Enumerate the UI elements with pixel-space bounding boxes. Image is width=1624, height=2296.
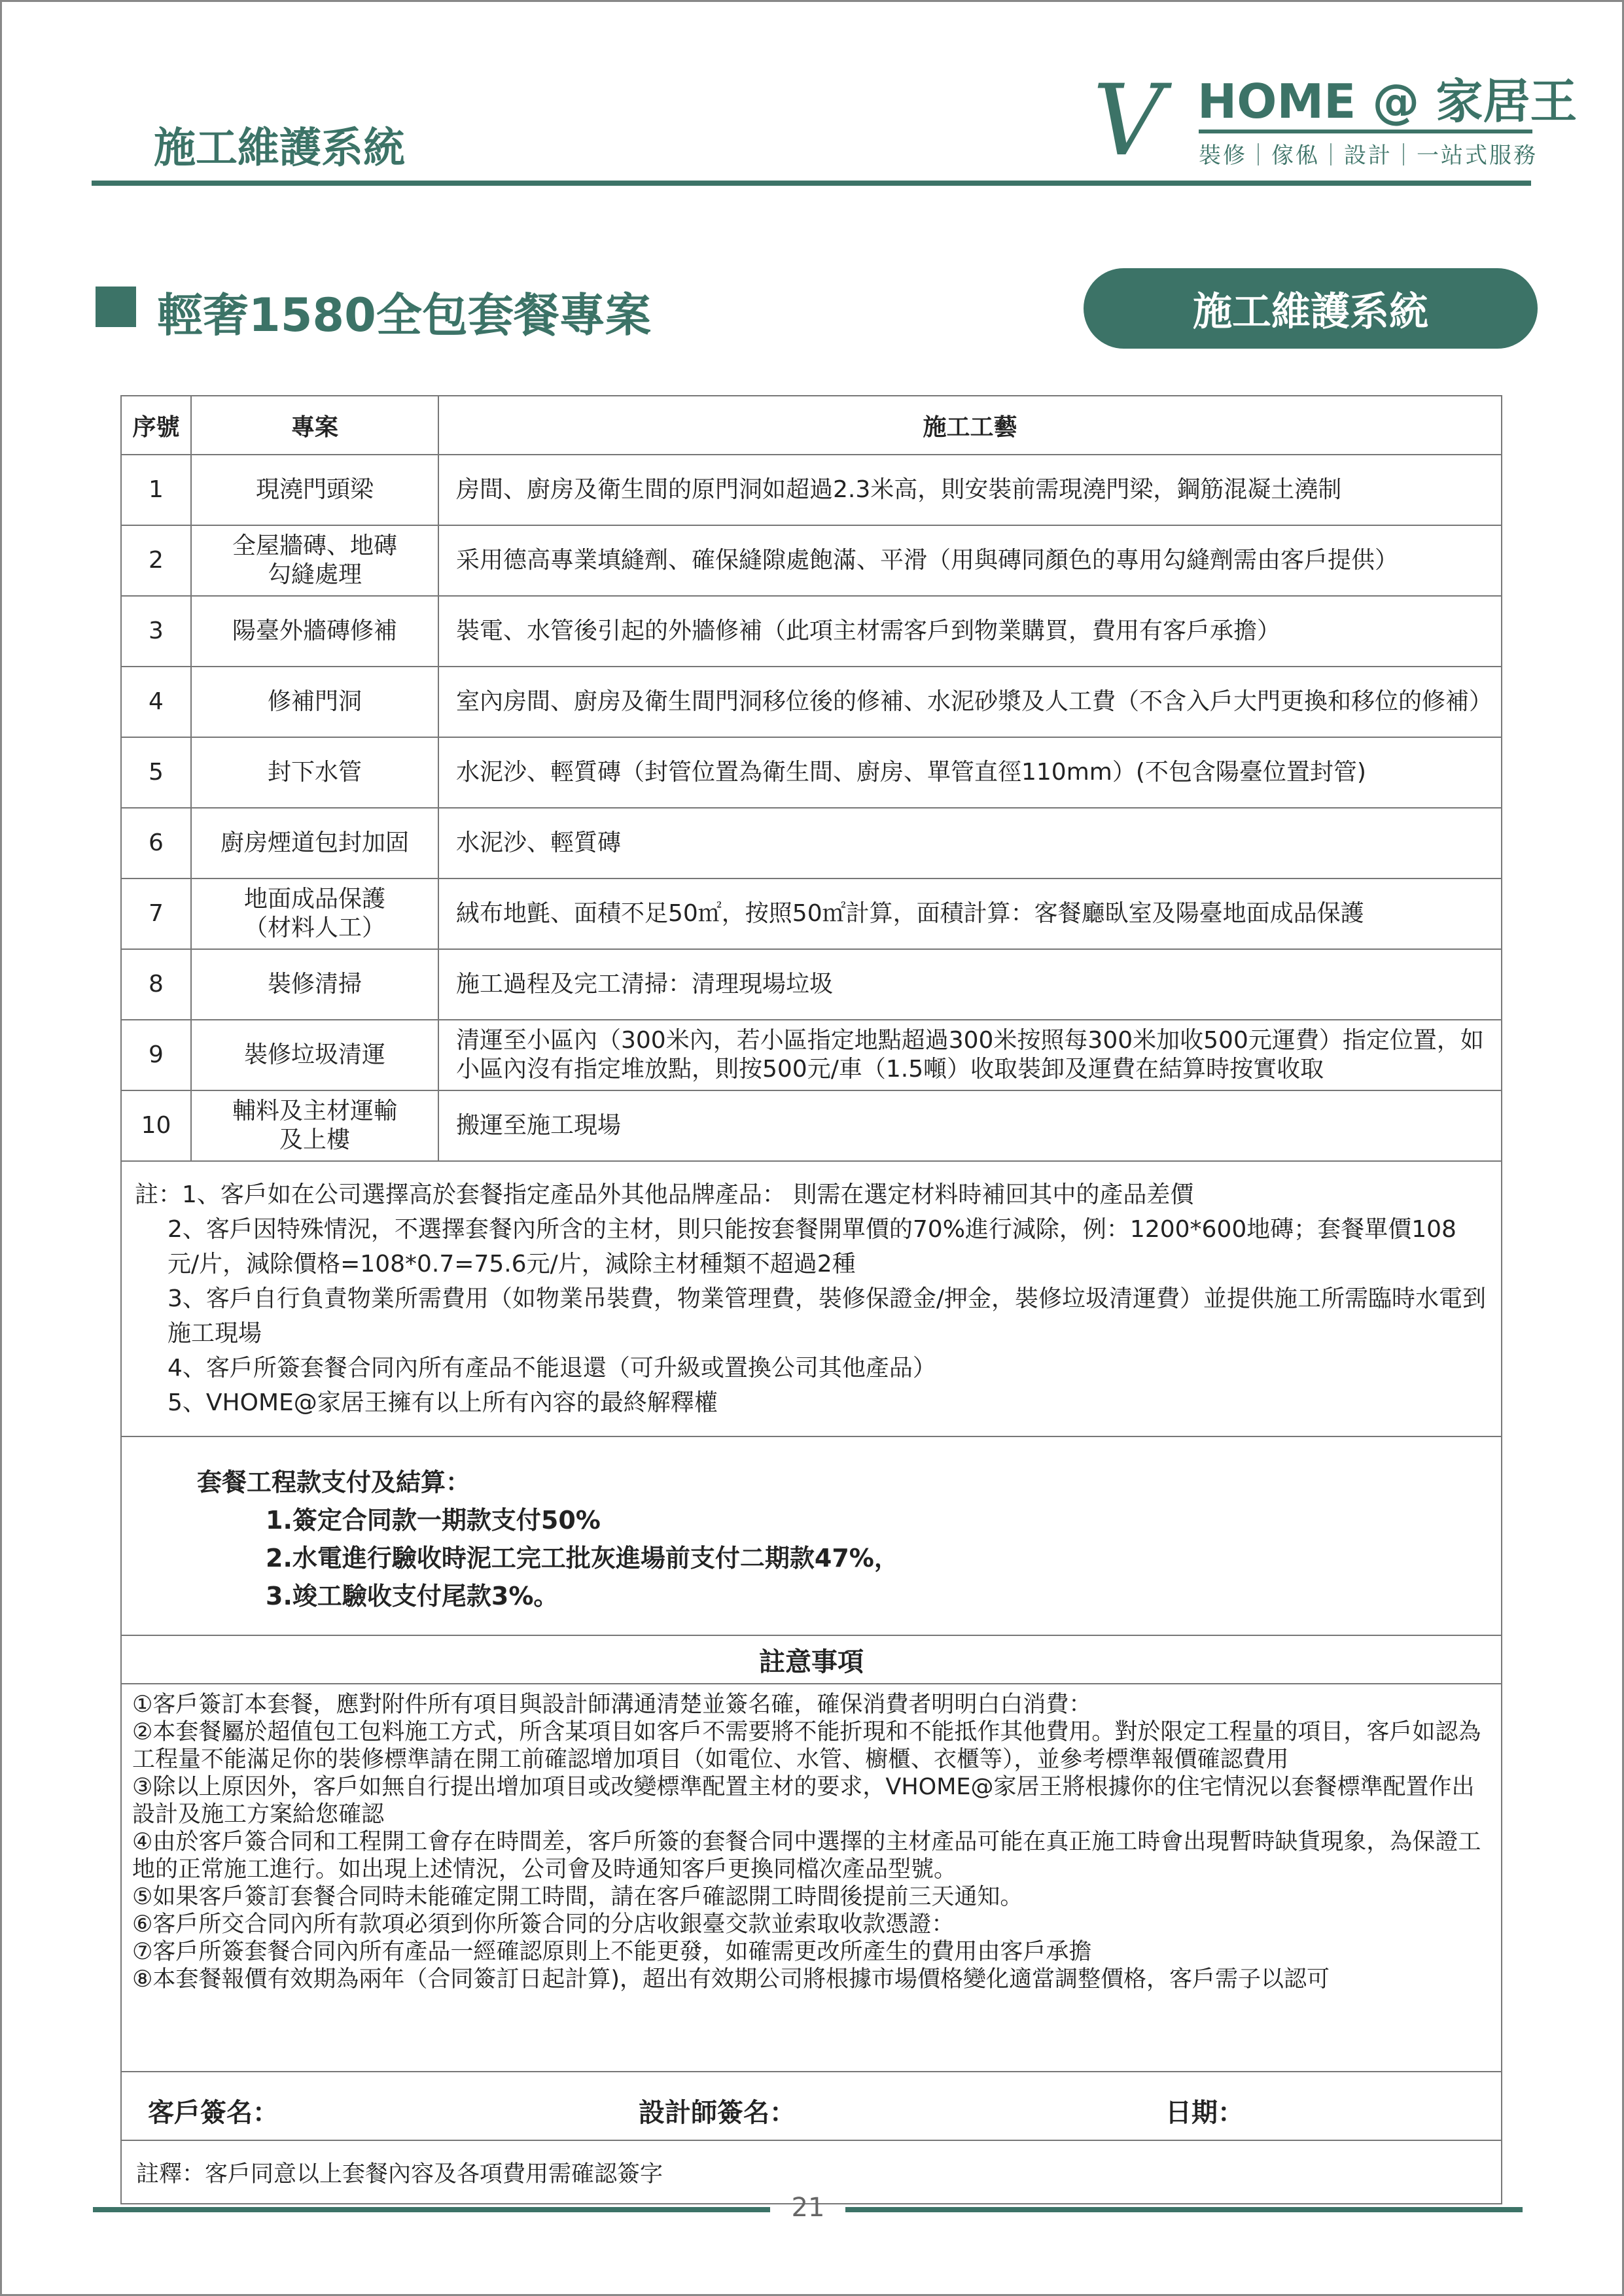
table-row	[121, 949, 1502, 1020]
attention-item: ③除以上原因外，客戶如無自行提出增加項目或改變標準配置主材的要求，VHOME@家居王將根據你的住宅情況以套餐標準配置作出設計及施工方案給您確認	[132, 1774, 1475, 1828]
col-no: 序號	[121, 396, 191, 455]
row-desc: 搬運至施工現場	[438, 1090, 1502, 1161]
header-rule	[92, 181, 1531, 186]
col-item: 專案	[191, 396, 438, 455]
attention-item: ①客戶簽訂本套餐，應對附件所有項目與設計師溝通清楚並簽名確，確保消費者明明白白消費：	[132, 1692, 1092, 1718]
customer-signature-label: 客戶簽名：	[148, 2098, 279, 2128]
row-no: 3	[121, 596, 191, 667]
note: 5、VHOME@家居王擁有以上所有內容的最終解釋權	[168, 1389, 718, 1416]
header-title: 施工維護系統	[154, 124, 405, 173]
row-no: 10	[121, 1090, 191, 1161]
row-desc: 水泥沙、輕質磚	[438, 808, 1502, 878]
section-marker	[96, 287, 136, 327]
row-desc: 房間、廚房及衛生間的原門洞如超過2.3米高，則安裝前需現澆門梁，鋼筋混凝土澆制	[438, 455, 1502, 525]
logo-divider	[1199, 130, 1532, 133]
row-desc: 絨布地氈、面積不足50㎡，按照50㎡計算，面積計算：客餐廳臥室及陽臺地面成品保護	[438, 878, 1502, 949]
row-no: 4	[121, 667, 191, 737]
row-no: 5	[121, 737, 191, 808]
row-desc: 室內房間、廚房及衛生間門洞移位後的修補、水泥砂漿及人工費（不含入戶大門更換和移位的修補）	[438, 667, 1502, 737]
row-item	[191, 1090, 438, 1161]
row-item-line: 封下水管	[267, 759, 362, 786]
row-no: 6	[121, 808, 191, 878]
table-row	[121, 878, 1502, 949]
package-table	[120, 395, 1502, 2204]
attention-item: ④由於客戶簽合同和工程開工會存在時間差，客戶所簽的套餐合同中選擇的主材產品可能在真正施工時會出現暫時缺貨現象，為保證工地的正常施工進行。如出現上述情況，公司會及時通知客戶更換同檔次產品型號。	[132, 1829, 1481, 1883]
row-item-line: 及上樓	[279, 1126, 350, 1153]
note: 2、客戶因特殊情況，不選擇套餐內所含的主材，則只能按套餐開單價的70%進行減除，例：1200*600地磚；套餐單價108元/片，減除價格=108*0.7=75.6元/片，減除主材種類不超過2種	[168, 1216, 1456, 1278]
row-item-line: （材料人工）	[243, 914, 385, 941]
row-item-line: 全屋牆磚、地磚	[232, 532, 397, 559]
remark: 註釋：客戶同意以上套餐內容及各項費用需確認簽字	[121, 2140, 1502, 2204]
logo-v-mark: V	[1093, 64, 1164, 178]
payment-item: 2.水電進行驗收時泥工完工批灰進場前支付二期款47%，	[266, 1544, 899, 1573]
row-no: 8	[121, 949, 191, 1020]
signature-row	[121, 2072, 1502, 2140]
attention-item: ⑤如果客戶簽訂套餐合同時未能確定開工時間，請在客戶確認開工時間後提前三天通知。	[132, 1884, 1023, 1910]
row-no: 1	[121, 455, 191, 525]
row-no: 7	[121, 878, 191, 949]
attention-title: 註意事項	[121, 1635, 1502, 1684]
note: 註：1、客戶如在公司選擇高於套餐指定產品外其他品牌產品： 則需在選定材料時補回其中的產品差價	[135, 1181, 1194, 1208]
date-label: 日期：	[1165, 2098, 1244, 2128]
row-item	[191, 1020, 438, 1090]
table-row	[121, 525, 1502, 596]
row-item-line: 陽臺外牆磚修補	[232, 617, 397, 644]
table-row	[121, 737, 1502, 808]
row-item	[191, 878, 438, 949]
designer-signature-label: 設計師簽名：	[639, 2098, 796, 2128]
section-badge: 施工維護系統	[1084, 268, 1538, 349]
row-item-line: 地面成品保護	[243, 886, 385, 913]
row-item	[191, 455, 438, 525]
notes-row	[121, 1161, 1502, 1436]
col-desc: 施工工藝	[438, 396, 1502, 455]
note: 3、客戶自行負責物業所需費用（如物業吊裝費，物業管理費，裝修保證金/押金，裝修垃圾清運費）並提供施工所需臨時水電到施工現場	[168, 1285, 1487, 1347]
logo-brand: HOME @ 家居王	[1197, 74, 1578, 129]
table-row	[121, 667, 1502, 737]
attention-item: ⑥客戶所交合同內所有款項必須到你所簽合同的分店收銀臺交款並索取收款憑證：	[132, 1911, 955, 1938]
row-item-line: 輔料及主材運輸	[232, 1098, 397, 1124]
row-item	[191, 949, 438, 1020]
table-row	[121, 808, 1502, 878]
footer-rule-left	[93, 2207, 770, 2212]
table-header	[121, 396, 1502, 455]
table-row	[121, 1090, 1502, 1161]
page-number: 21	[791, 2193, 825, 2223]
logo-tagline: 裝修｜傢俬｜設計｜一站式服務	[1199, 143, 1538, 169]
attention-list	[121, 1684, 1502, 2072]
row-item	[191, 667, 438, 737]
row-desc: 采用德高專業填縫劑、確保縫隙處飽滿、平滑（用與磚同顏色的專用勾縫劑需由客戶提供）	[438, 525, 1502, 596]
row-item-line: 裝修垃圾清運	[243, 1041, 385, 1068]
row-item	[191, 596, 438, 667]
row-item	[191, 525, 438, 596]
row-item-line: 現澆門頭梁	[255, 476, 374, 503]
row-desc: 裝電、水管後引起的外牆修補（此項主材需客戶到物業購買，費用有客戶承擔）	[438, 596, 1502, 667]
footer-rule-right	[845, 2207, 1523, 2212]
row-item	[191, 808, 438, 878]
payment-row	[121, 1436, 1502, 1635]
logo	[1093, 64, 1578, 178]
row-item-line: 廚房煙道包封加固	[220, 829, 409, 856]
row-no: 9	[121, 1020, 191, 1090]
row-desc: 水泥沙、輕質磚（封管位置為衛生間、廚房、單管直徑110mm）(不包含陽臺位置封管)	[438, 737, 1502, 808]
row-no: 2	[121, 525, 191, 596]
row-item-line: 修補門洞	[267, 688, 362, 715]
attention-item: ⑧本套餐報價有效期為兩年（合同簽訂日起計算)，超出有效期公司將根據市場價格變化適當調整價格，客戶需子以認可	[132, 1966, 1330, 1992]
row-item-line: 勾縫處理	[267, 561, 362, 588]
table-row	[121, 455, 1502, 525]
row-item-line: 裝修清掃	[267, 971, 362, 998]
table-row	[121, 1020, 1502, 1090]
table-row	[121, 596, 1502, 667]
payment-item: 3.竣工驗收支付尾款3%。	[266, 1582, 559, 1610]
row-desc: 清運至小區內（300米內，若小區指定地點超過300米按照每300米加收500元運費）指定位置，如小區內沒有指定堆放點，則按500元/車（1.5噸）收取裝卸及運費在結算時按實收取	[438, 1020, 1502, 1090]
attention-item: ②本套餐屬於超值包工包料施工方式，所含某項目如客戶不需要將不能折現和不能抵作其他費用。對於限定工程量的項目，客戶如認為工程量不能滿足你的裝修標準請在開工前確認增加項目（如電位、水管、櫥櫃、衣櫃等），並參考標準報價確認費用	[132, 1719, 1481, 1773]
section-title: 輕奢1580全包套餐專案	[157, 288, 651, 342]
note: 4、客戶所簽套餐合同內所有產品不能退還（可升級或置換公司其他產品）	[168, 1355, 936, 1382]
row-desc: 施工過程及完工清掃：清理現場垃圾	[438, 949, 1502, 1020]
attention-item: ⑦客戶所簽套餐合同內所有產品一經確認原則上不能更發，如確需更改所產生的費用由客戶承擔	[132, 1939, 1092, 1965]
payment-item: 1.簽定合同款一期款支付50%	[266, 1506, 601, 1535]
row-item	[191, 737, 438, 808]
payment-title: 套餐工程款支付及結算：	[197, 1468, 471, 1497]
